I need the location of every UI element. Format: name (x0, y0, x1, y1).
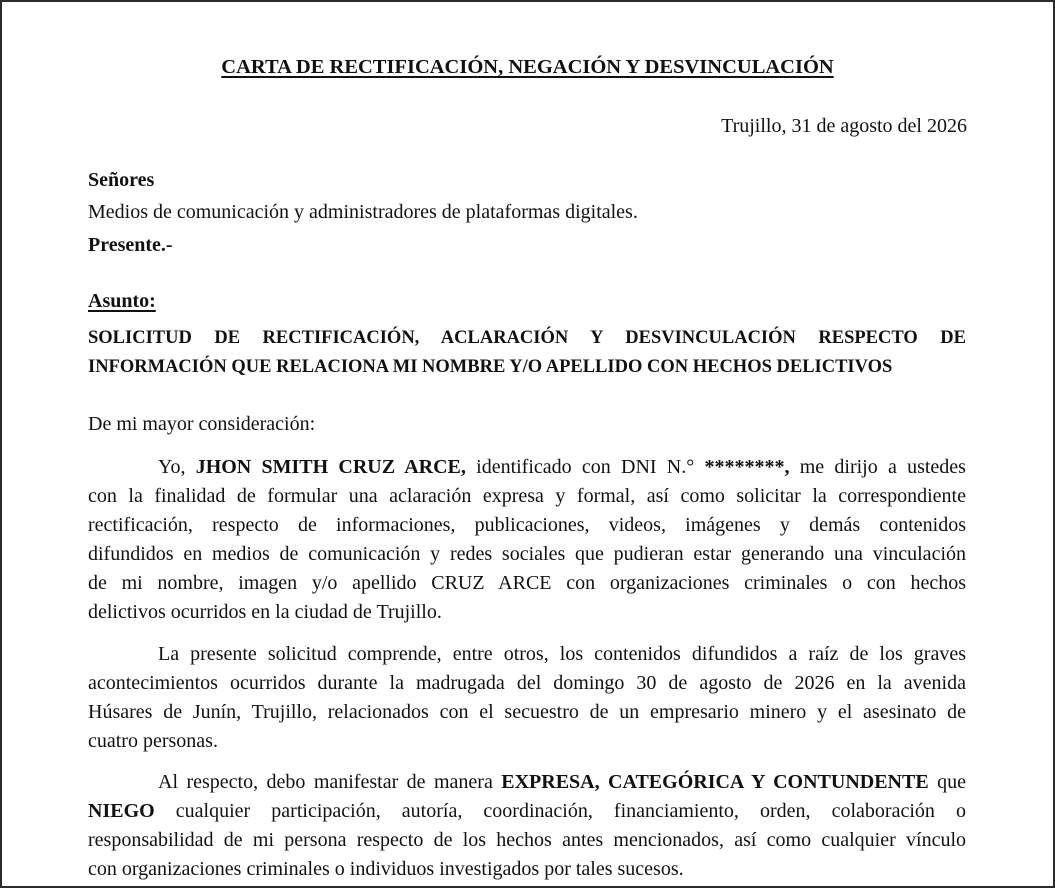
p1-line-1 (88, 453, 966, 482)
letter-date: Trujillo, 31 de agosto del 2026 (721, 115, 967, 137)
p2-line-3: Húsares de Junín, Trujillo, relacionados con el secuestro de un empresario minero y el asesinato de (88, 701, 966, 723)
p1-text: Yo, (158, 456, 196, 478)
paragraph-1 (88, 453, 966, 627)
paragraph-2 (88, 640, 966, 756)
p3-line-3: responsabilidad de mi persona respecto de los hechos antes mencionados, así como cualquier vínculo (88, 829, 966, 851)
asunto-line-1: SOLICITUD DE RECTIFICACIÓN, ACLARACIÓN Y DESVINCULACIÓN RESPECTO DE (88, 328, 966, 348)
asunto-text (88, 324, 966, 382)
p3-text: que (928, 771, 966, 793)
p3-line-2 (88, 797, 966, 826)
p3-text: cualquier participación, autoría, coordinación, financiamiento, orden, colaboración o (154, 800, 966, 822)
letter-title: CARTA DE RECTIFICACIÓN, NEGACIÓN Y DESVINCULACIÓN (221, 56, 834, 78)
p1-line-2: con la finalidad de formular una aclaración expresa y formal, así como solicitar la correspondiente (88, 485, 966, 507)
p1-dni: ********, (704, 456, 790, 478)
salutation: De mi mayor consideración: (88, 413, 316, 435)
p1-line-3: rectificación, respecto de informaciones, publicaciones, videos, imágenes y demás contenidos (88, 514, 966, 536)
p1-line-5: de mi nombre, imagen y/o apellido CRUZ ARCE con organizaciones criminales o con hechos (88, 572, 966, 594)
p3-text: Al respecto, debo manifestar de manera (158, 771, 502, 793)
asunto-label: Asunto: (88, 290, 156, 312)
p2-line-4: cuatro personas. (88, 730, 218, 752)
p2-line-2: acontecimientos ocurridos durante la madrugada del domingo 30 de agosto de 2026 en la avenida (88, 672, 966, 694)
p2-line-1: La presente solicitud comprende, entre otros, los contenidos difundidos a raíz de los graves (158, 643, 966, 665)
p1-text: me dirijo a ustedes (789, 456, 966, 478)
p3-niego: NIEGO (88, 800, 155, 822)
p1-line-4: difundidos en medios de comunicación y redes sociales que pudieran estar generando una vinculación (88, 543, 966, 565)
asunto-line-2: INFORMACIÓN QUE RELACIONA MI NOMBRE Y/O APELLIDO CON HECHOS DELICTIVOS (88, 357, 893, 377)
presente-label: Presente.- (88, 234, 173, 256)
p3-line-1 (88, 768, 966, 797)
p1-line-6: delictivos ocurridos en la ciudad de Trujillo. (88, 601, 442, 623)
recipient-line: Medios de comunicación y administradores de plataformas digitales. (88, 201, 638, 223)
p1-name: JHON SMITH CRUZ ARCE, (195, 456, 466, 478)
p3-emphasis: EXPRESA, CATEGÓRICA Y CONTUNDENTE (501, 771, 929, 793)
p1-text: identificado con DNI N.° (465, 456, 705, 478)
p3-line-4: con organizaciones criminales o individuos investigados por tales sucesos. (88, 858, 684, 880)
recipient-greeting: Señores (88, 169, 155, 191)
paragraph-3 (88, 768, 966, 884)
